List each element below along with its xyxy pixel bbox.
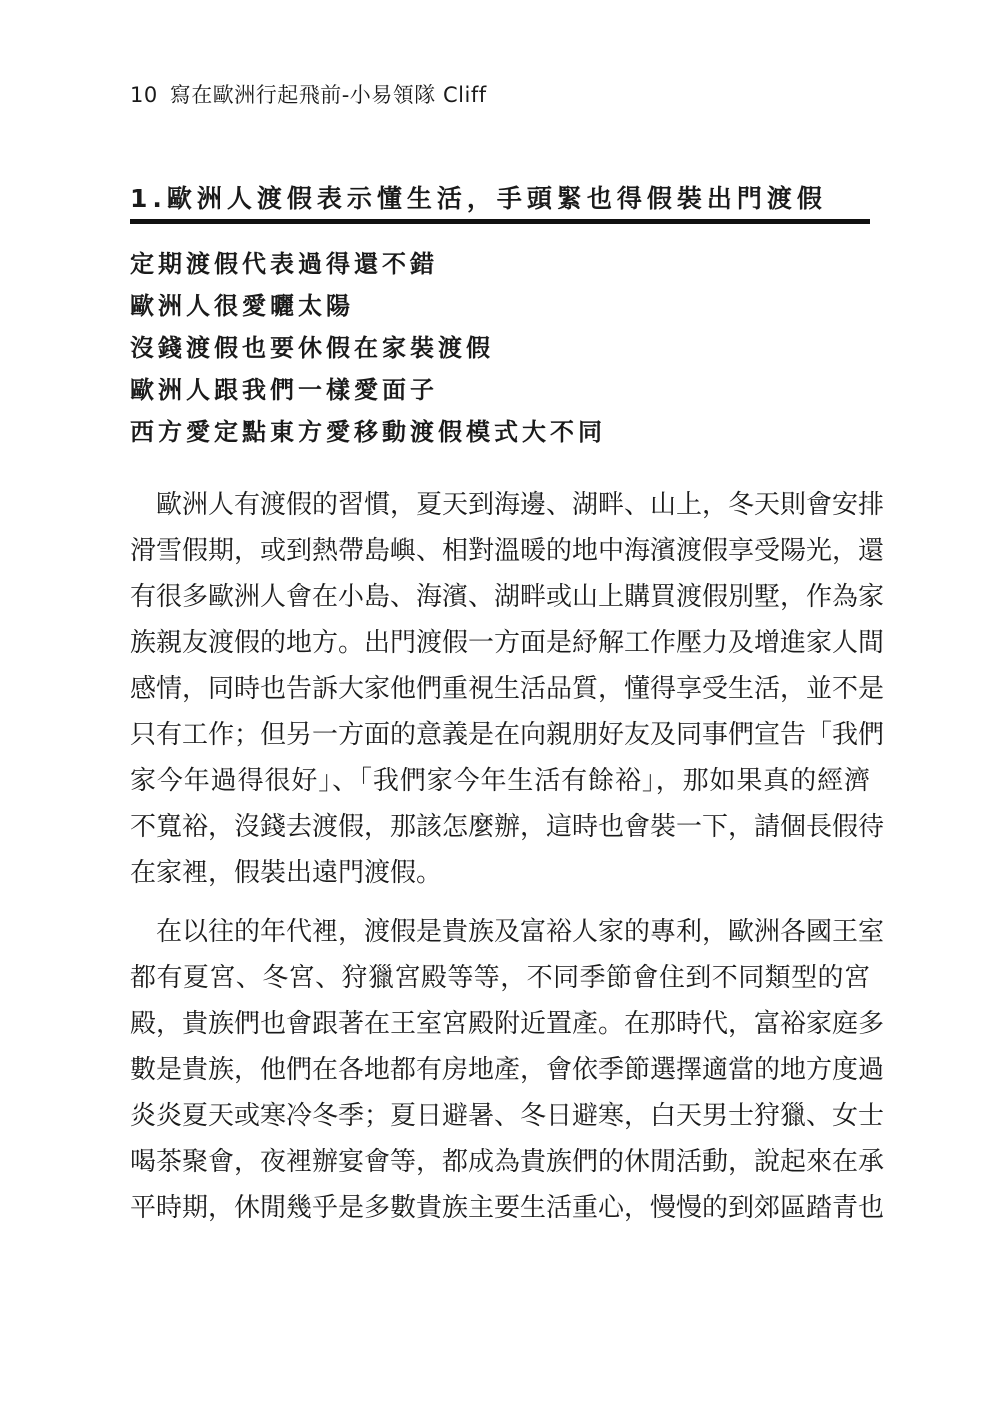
paragraph-line: 感情，同時也告訴大家他們重視生活品質，懂得享受生活，並不是 — [130, 674, 885, 704]
key-point: 沒錢渡假也要休假在家裝渡假 — [130, 334, 494, 362]
paragraph-line: 都有夏宮、冬宮、狩獵宮殿等等，不同季節會住到不同類型的宮 — [130, 963, 870, 993]
key-point: 歐洲人跟我們一樣愛面子 — [130, 376, 438, 404]
paragraph-line: 歐洲人有渡假的習慣，夏天到海邊、湖畔、山上，冬天則會安排 — [130, 490, 885, 520]
section-heading: 1.歐洲人渡假表示懂生活，手頭緊也得假裝出門渡假 — [130, 184, 827, 213]
body-paragraph-1 — [130, 482, 885, 896]
paragraph-line: 不寬裕，沒錢去渡假，那該怎麼辦，這時也會裝一下，請個長假待 — [130, 812, 885, 842]
paragraph-line: 有很多歐洲人會在小島、海濱、湖畔或山上購買渡假別墅，作為家 — [130, 582, 885, 612]
paragraph-line: 在家裡，假裝出遠門渡假。 — [130, 858, 443, 888]
paragraph-line: 只有工作；但另一方面的意義是在向親朋好友及同事們宣告「我們 — [130, 720, 885, 750]
body-paragraph-2 — [130, 909, 885, 1231]
running-header — [130, 80, 487, 110]
page-number: 10 — [130, 83, 158, 107]
paragraph-line: 平時期，休閒幾乎是多數貴族主要生活重心，慢慢的到郊區踏青也 — [130, 1193, 885, 1223]
key-point: 定期渡假代表過得還不錯 — [130, 250, 438, 278]
paragraph-line: 殿，貴族們也會跟著在王室宮殿附近置產。在那時代，富裕家庭多 — [130, 1009, 885, 1039]
key-point: 西方愛定點東方愛移動渡假模式大不同 — [130, 418, 606, 446]
paragraph-line: 家今年過得很好」、「我們家今年生活有餘裕」，那如果真的經濟 — [130, 766, 870, 796]
running-title: 寫在歐洲行起飛前-小易領隊 Cliff — [169, 83, 487, 107]
key-points-list — [130, 243, 606, 453]
key-point: 歐洲人很愛曬太陽 — [130, 292, 354, 320]
paragraph-line: 喝茶聚會，夜裡辦宴會等，都成為貴族們的休閒活動，說起來在承 — [130, 1147, 885, 1177]
paragraph-line: 在以往的年代裡，渡假是貴族及富裕人家的專利，歐洲各國王室 — [130, 917, 885, 947]
paragraph-line: 族親友渡假的地方。出門渡假一方面是紓解工作壓力及增進家人間 — [130, 628, 885, 658]
paragraph-line: 滑雪假期，或到熱帶島嶼、相對溫暖的地中海濱渡假享受陽光，還 — [130, 536, 885, 566]
paragraph-line: 數是貴族，他們在各地都有房地產，會依季節選擇適當的地方度過 — [130, 1055, 885, 1085]
paragraph-line: 炎炎夏天或寒冷冬季；夏日避暑、冬日避寒，白天男士狩獵、女士 — [130, 1101, 885, 1131]
heading-underline — [130, 219, 870, 224]
